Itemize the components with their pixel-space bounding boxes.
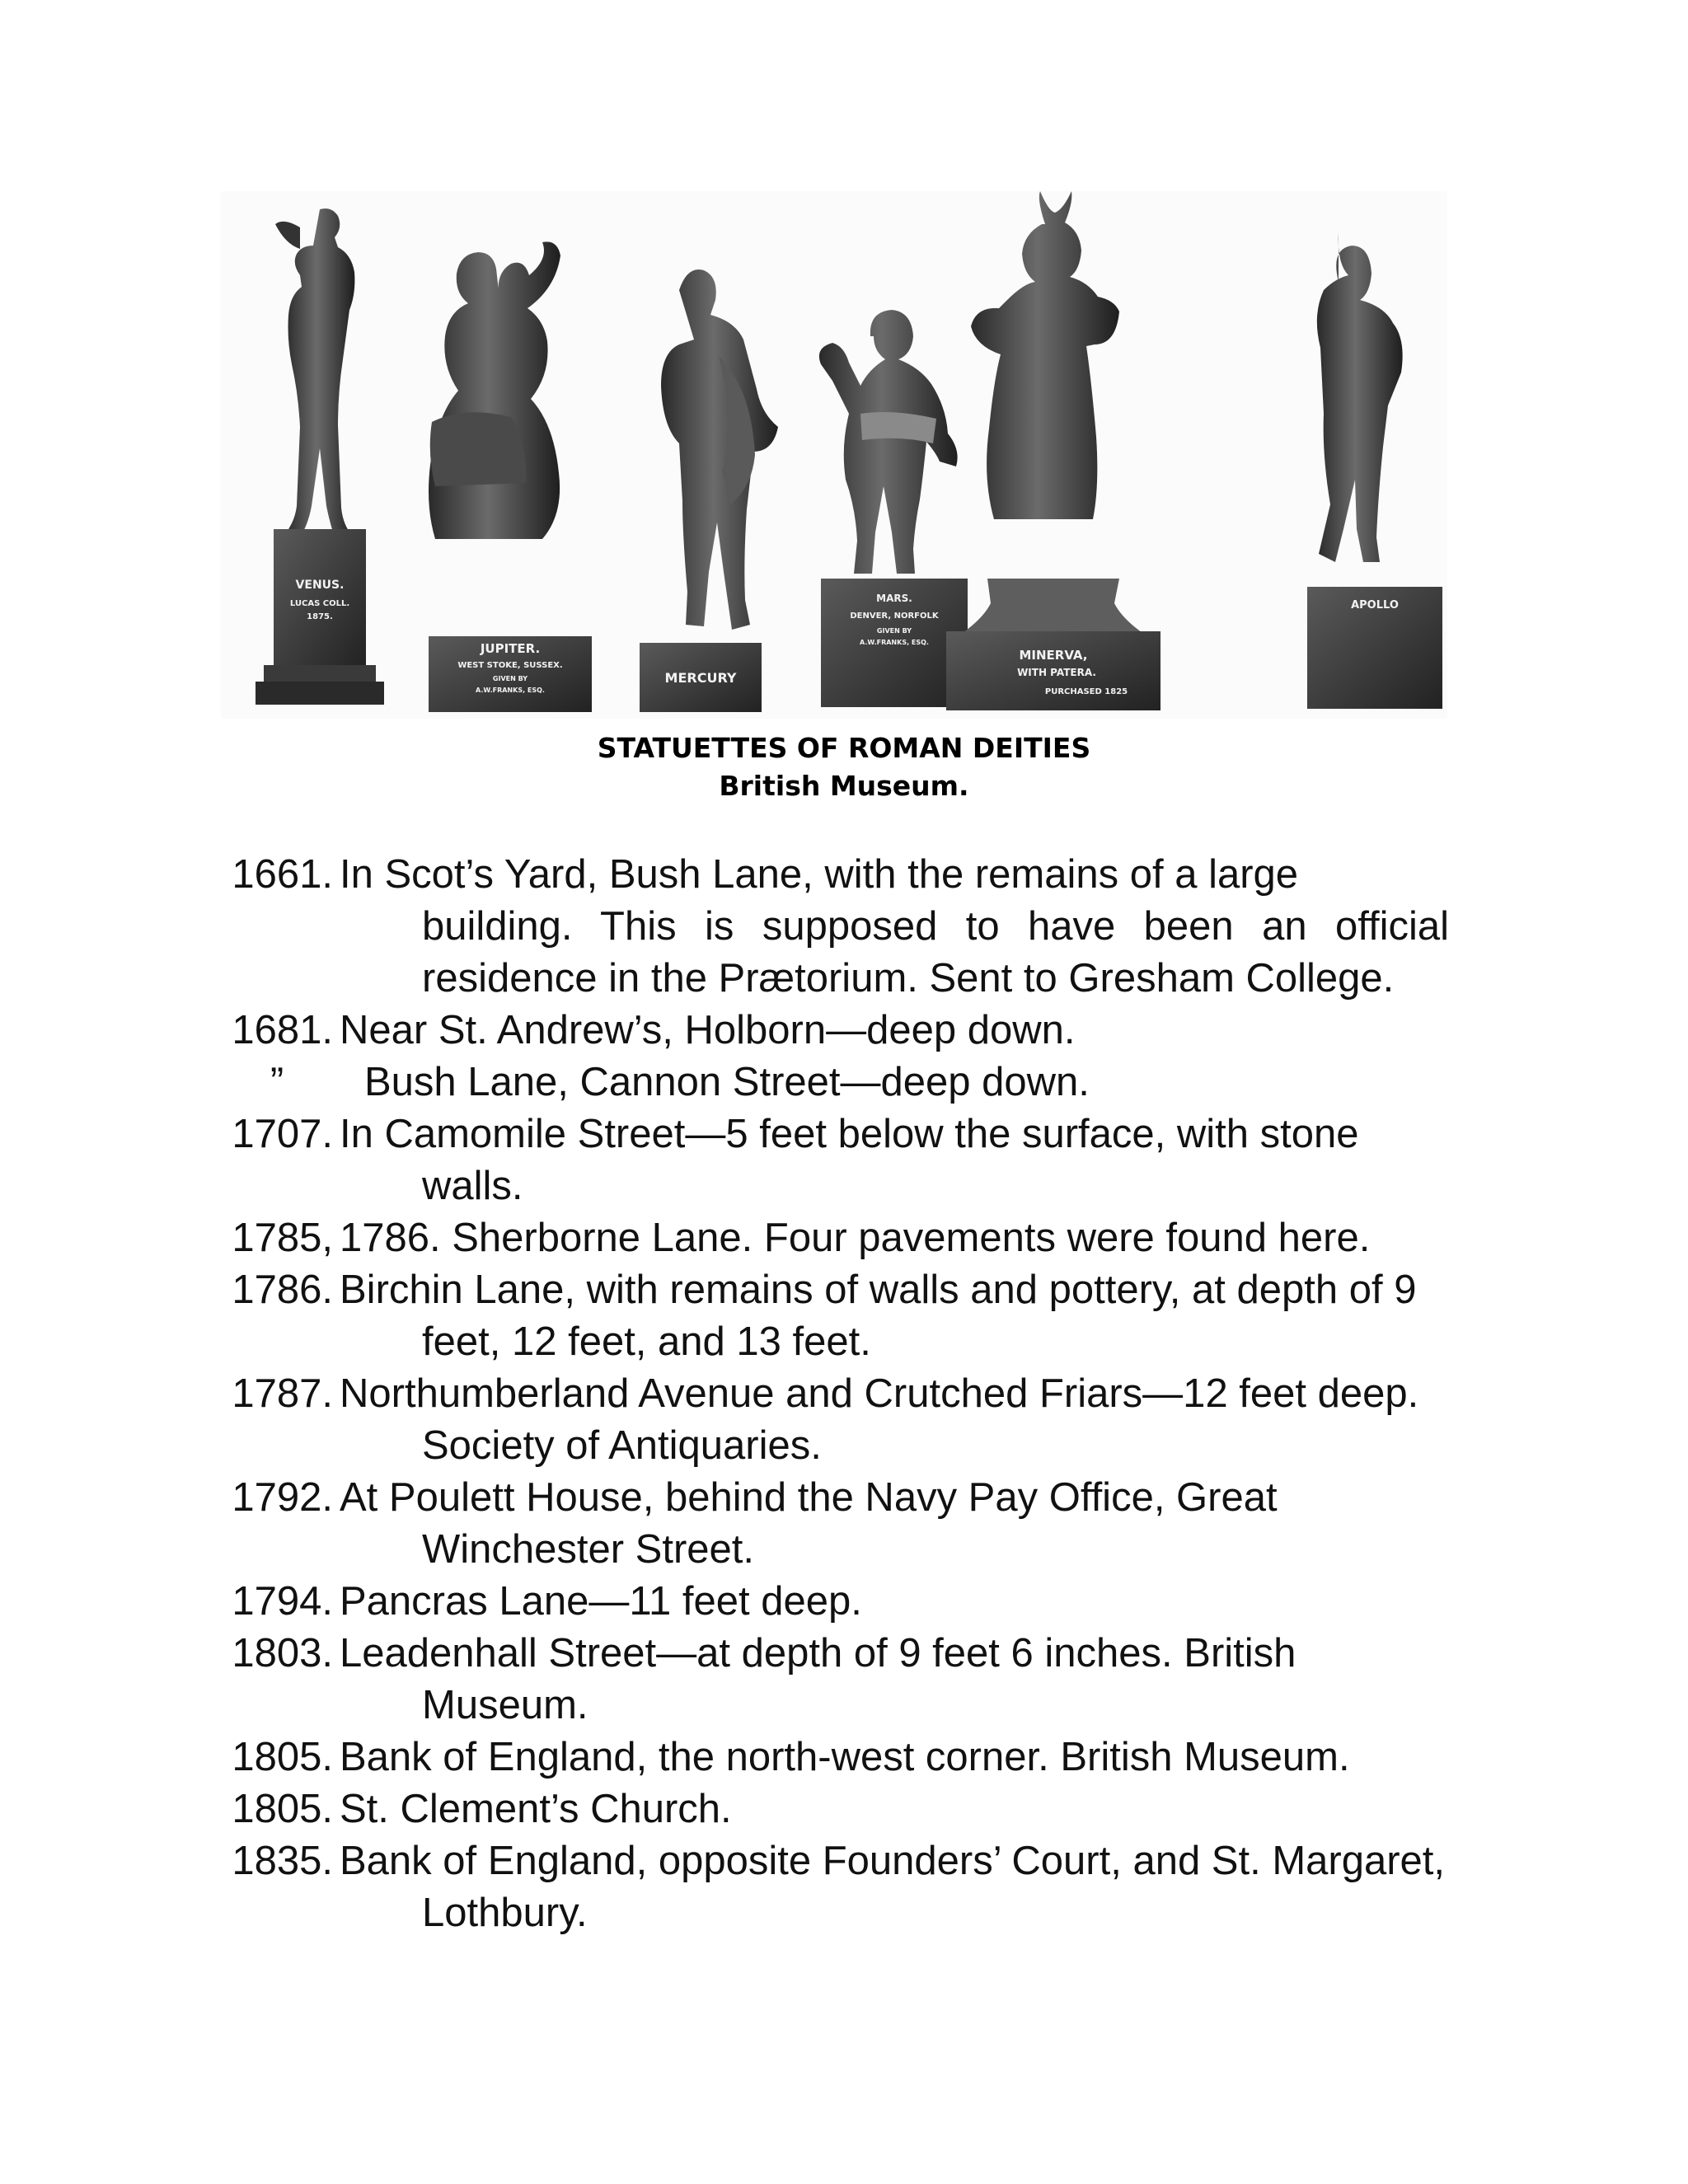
entry-year: 1805. — [232, 1787, 333, 1831]
entry-continuation: walls. — [422, 1164, 523, 1208]
mars-label: DENVER, NORFOLK — [850, 612, 939, 621]
entry-first-line: Near St. Andrew’s, Holborn—deep down. — [340, 1008, 1076, 1052]
mars-label: GIVEN BY — [876, 627, 912, 635]
entry-continuation: Museum. — [422, 1683, 588, 1727]
entry-text — [340, 849, 1449, 1005]
list-item — [221, 1368, 1449, 1472]
list-item — [221, 849, 1449, 1005]
list-item — [221, 1057, 1449, 1108]
entry-continuation: Lothbury. — [422, 1891, 588, 1935]
entry-text — [340, 1368, 1449, 1472]
entry-year: 1681. — [232, 1008, 333, 1052]
minerva-label: WITH PATERA. — [1017, 667, 1096, 678]
entry-text — [340, 1472, 1449, 1576]
entry-continuation: building. This is supposed to have been an official residence in the Prætorium. Sent to Gresham College. — [422, 904, 1449, 1001]
list-item — [221, 1005, 1449, 1057]
list-item — [221, 1835, 1449, 1939]
entry-text — [340, 1835, 1449, 1939]
entry-year: 1805. — [232, 1735, 333, 1779]
list-item — [221, 1628, 1449, 1732]
apollo-label: APOLLO — [1351, 599, 1399, 612]
entry-continuation: Winchester Street. — [422, 1527, 755, 1572]
jupiter-label: A.W.FRANKS, ESQ. — [476, 687, 545, 694]
minerva-label: PURCHASED 1825 — [1044, 687, 1128, 696]
entry-year: 1707. — [232, 1112, 333, 1156]
statuettes-photograph — [221, 191, 1447, 719]
entry-year: 1792. — [232, 1475, 333, 1520]
entry-year: 1786. — [232, 1268, 333, 1312]
list-item — [221, 1472, 1449, 1576]
entry-first-line: Bush Lane, Cannon Street—deep down. — [364, 1060, 1090, 1104]
minerva-label: MINERVA, — [1019, 648, 1088, 663]
list-item — [221, 1732, 1449, 1783]
entry-continuation: Society of Antiquaries. — [422, 1423, 822, 1468]
entry-first-line: 1786. Sherborne Lane. Four pavements were found here. — [340, 1216, 1371, 1260]
entry-ditto-mark: ” — [270, 1060, 284, 1104]
entry-text — [340, 1628, 1449, 1732]
entry-text — [340, 1005, 1449, 1057]
entry-year: 1787. — [232, 1371, 333, 1416]
entry-year: 1835. — [232, 1839, 333, 1883]
entry-year: 1794. — [232, 1579, 333, 1624]
entry-first-line: Leadenhall Street—at depth of 9 feet 6 inches. British — [340, 1631, 1296, 1675]
entry-first-line: Northumberland Avenue and Crutched Friars—12 feet deep. — [340, 1371, 1419, 1416]
finds-list — [221, 849, 1449, 1939]
jupiter-label: WEST STOKE, SUSSEX. — [457, 661, 563, 670]
mars-label: MARS. — [876, 593, 912, 604]
entry-text — [340, 1212, 1449, 1264]
entry-year: 1803. — [232, 1631, 333, 1675]
jupiter-label: GIVEN BY — [492, 675, 528, 682]
plate-caption-title: STATUETTES OF ROMAN DEITIES — [597, 732, 1091, 764]
entry-first-line: Bank of England, opposite Founders’ Court, and St. Margaret, — [340, 1839, 1446, 1883]
list-item — [221, 1783, 1449, 1835]
jupiter-label: JUPITER. — [480, 641, 541, 656]
entry-text — [364, 1057, 1449, 1108]
list-item — [221, 1108, 1449, 1212]
venus-label: VENUS. — [295, 579, 345, 592]
entry-first-line: Bank of England, the north-west corner. British Museum. — [340, 1735, 1350, 1779]
entry-first-line: Pancras Lane—11 feet deep. — [340, 1579, 862, 1624]
entry-text — [340, 1108, 1449, 1212]
list-item — [221, 1264, 1449, 1368]
entry-first-line: St. Clement’s Church. — [340, 1787, 732, 1831]
entry-text — [340, 1783, 1449, 1835]
list-item — [221, 1212, 1449, 1264]
entry-continuation: feet, 12 feet, and 13 feet. — [422, 1319, 871, 1364]
entry-first-line: Birchin Lane, with remains of walls and pottery, at depth of 9 — [340, 1268, 1417, 1312]
entry-first-line: At Poulett House, behind the Navy Pay Office, Great — [340, 1475, 1278, 1520]
venus-label: LUCAS COLL. — [289, 599, 350, 608]
entry-first-line: In Scot’s Yard, Bush Lane, with the remains of a large — [340, 852, 1299, 897]
plate-caption-source: British Museum. — [719, 770, 969, 802]
entry-text — [340, 1264, 1449, 1368]
mars-label: A.W.FRANKS, ESQ. — [860, 639, 929, 646]
entry-year: 1785, — [232, 1216, 333, 1260]
entry-text — [340, 1576, 1449, 1628]
entry-first-line: In Camomile Street—5 feet below the surface, with stone — [340, 1112, 1359, 1156]
entry-year: 1661. — [232, 852, 333, 897]
mercury-label: MERCURY — [664, 670, 737, 686]
venus-label: 1875. — [307, 612, 333, 621]
list-item — [221, 1576, 1449, 1628]
entry-text — [340, 1732, 1449, 1783]
